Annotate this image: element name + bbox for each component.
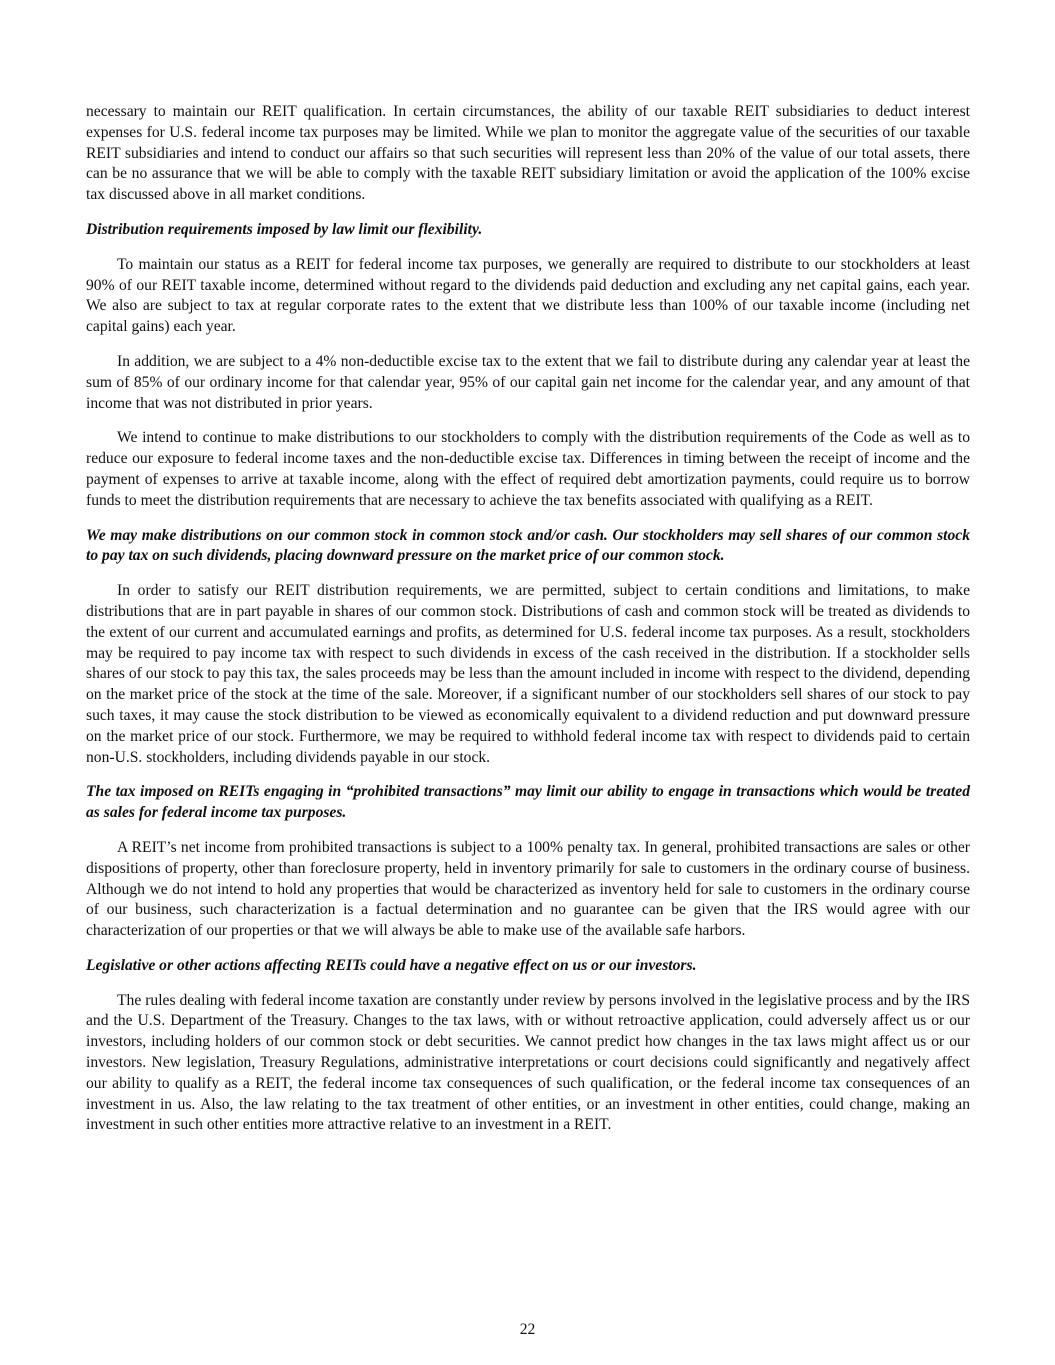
paragraph-excise-tax: In addition, we are subject to a 4% non-deductible excise tax to the extent that we fail to distribute during any calendar year at least the sum of 85% of our ordinary income for that calendar year, 95% of our capital gain net income for the calendar year, and any amount of that income that was not distributed in prior years. [86,352,970,412]
page-number: 22 [519,1321,536,1338]
heading-distribution-requirements: Distribution requirements imposed by law limit our flexibility. [86,220,483,238]
heading-prohibited-transactions: The tax imposed on REITs engaging in “prohibited transactions” may limit our ability to engage in transactions which would be treated as sales for federal income tax purposes. [86,783,970,822]
paragraph-reit-status-distribution: To maintain our status as a REIT for federal income tax purposes, we generally are required to distribute to our stockholders at least 90% of our REIT taxable income, determined without regard to the dividends paid deduction and excluding any net capital gains, each year. We also are subject to tax at regular corporate rates to the extent that we distribute less than 100% of our taxable income (including net capital gains) each year. [86,255,970,336]
paragraph-legislative-actions: The rules dealing with federal income taxation are constantly under review by persons involved in the legislative process and by the IRS and the U.S. Department of the Treasury. Changes to the tax laws, with or without retroactive application, could adversely affect us or our investors, including holders of our common stock or debt securities. We cannot predict how changes in the tax laws might affect us or our investors. New legislation, Treasury Regulations, administrative interpretations or court decisions could significantly and negatively affect our ability to qualify as a REIT, the federal income tax consequences of such qualification, or the federal income tax consequences of an investment in us. Also, the law relating to the tax treatment of other entities, or an investment in other entities, could change, making an investment in such other entities more attractive relative to an investment in a REIT. [86,991,970,1134]
paragraph-stock-distributions: In order to satisfy our REIT distribution requirements, we are permitted, subject to certain conditions and limitations, to make distributions that are in part payable in shares of our common stock. Distributions of cash and common stock will be treated as dividends to the extent of our current and accumulated earnings and profits, as determined for U.S. federal income tax purposes. As a result, stockholders may be required to pay income tax with respect to such dividends in excess of the cash received in the distribution. If a stockholder sells shares of our stock to pay this tax, the sales proceeds may be less than the amount included in income with respect to the dividend, depending on the market price of the stock at the time of the sale. Moreover, if a significant number of our stockholders sell shares of our stock to pay such taxes, it may cause the stock distribution to be viewed as economically equivalent to a dividend reduction and put downward pressure on the market price of our stock. Furthermore, we may be required to withhold federal income tax with respect to dividends paid to certain non-U.S. stockholders, including dividends payable in our stock. [86,582,970,766]
heading-legislative-actions: Legislative or other actions affecting REITs could have a negative effect on us or our investors. [86,956,697,974]
heading-stock-distributions: We may make distributions on our common stock in common stock and/or cash. Our stockholders may sell shares of our common stock to pay tax on such dividends, placing downward pressure on the market price of our common stock. [86,526,970,565]
document-page [86,102,970,1150]
paragraph-intend-distributions: We intend to continue to make distributions to our stockholders to comply with the distribution requirements of the Code as well as to reduce our exposure to federal income taxes and the non-deductible excise tax. Differences in timing between the receipt of income and the payment of expenses to arrive at taxable income, along with the effect of required debt amortization payments, could require us to borrow funds to meet the distribution requirements that are necessary to achieve the tax benefits associated with qualifying as a REIT. [86,429,970,509]
paragraph-reit-qualification-continued: necessary to maintain our REIT qualification. In certain circumstances, the ability of our taxable REIT subsidiaries to deduct interest expenses for U.S. federal income tax purposes may be limited. While we plan to monitor the aggregate value of the securities of our taxable REIT subsidiaries and intend to conduct our affairs so that such securities will represent less than 20% of the value of our total assets, there can be no assurance that we will be able to comply with the taxable REIT subsidiary limitation or avoid the application of the 100% excise tax discussed above in all market conditions. [86,103,970,204]
paragraph-prohibited-transactions: A REIT’s net income from prohibited transactions is subject to a 100% penalty tax. In general, prohibited transactions are sales or other dispositions of property, other than foreclosure property, held in inventory primarily for sale to customers in the ordinary course of business. Although we do not intend to hold any properties that would be characterized as inventory held for sale to customers in the ordinary course of our business, such characterization is a factual determination and no guarantee can be given that the IRS would agree with our characterization of our properties or that we will always be able to make use of the available safe harbors. [86,838,970,940]
